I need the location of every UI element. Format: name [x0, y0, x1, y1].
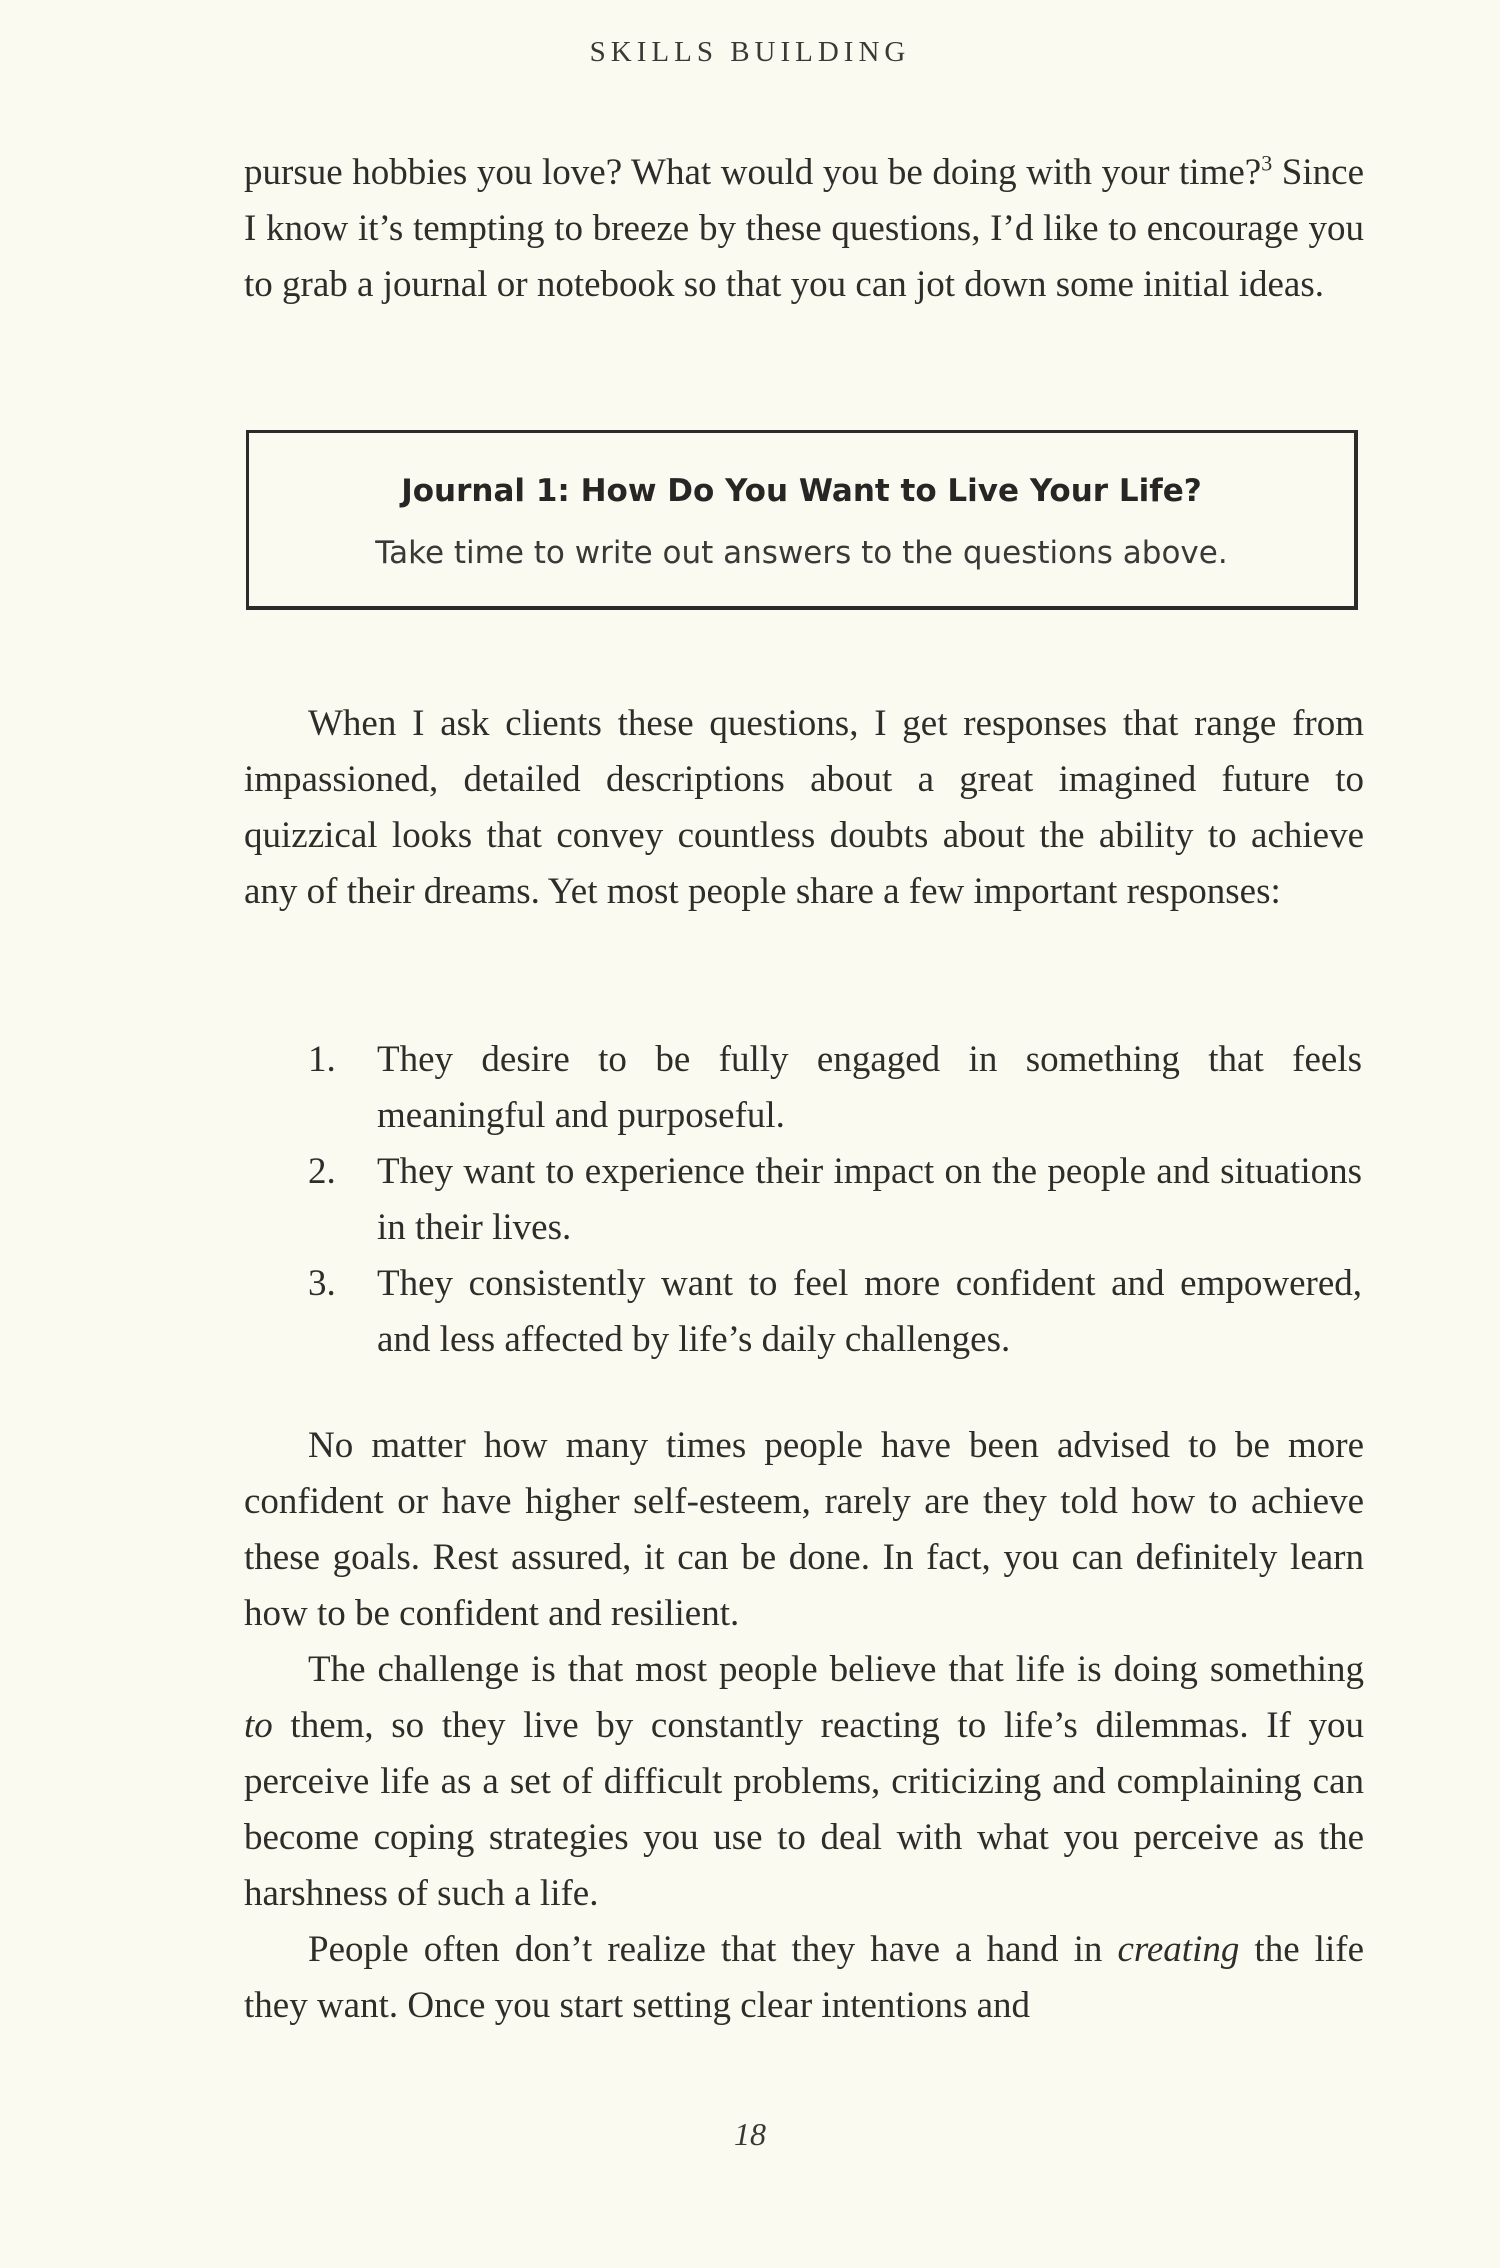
opening-text: pursue hobbies you love? What would you be doing with your time? — [244, 152, 1262, 193]
journal-box — [246, 430, 1358, 610]
creating-text-continued: the life they want. Once you start setting clear intentions and — [244, 1929, 1364, 2026]
challenge-text: The challenge is that most people believe that life is doing something — [308, 1649, 1364, 1690]
list-item — [244, 1256, 1362, 1368]
list-item-text: They desire to be fully engaged in something that feels meaningful and purposeful. — [377, 1039, 1362, 1136]
no-matter-paragraph: No matter how many times people have been advised to be more confident or have higher self-esteem, rarely are they told how to achieve these goals. Rest assured, it can be done. In fact, you can definitely learn how to be confident and resilient. — [244, 1425, 1364, 1634]
challenge-text-continued: them, so they live by constantly reacting to life’s dilemmas. If you perceive life as a set of difficult problems, criticizing and complaining can become coping strategies you use to deal with what you perceive as the harshness of such a life. — [244, 1705, 1364, 1914]
challenge-paragraph — [244, 1642, 1364, 1922]
clients-paragraph-text: When I ask clients these questions, I get responses that range from impassioned, detailed descriptions about a great imagined future to quizzical looks that convey countless doubts about the ability to achieve any of their dreams. Yet most people share a few important responses: — [244, 703, 1364, 912]
running-head: SKILLS BUILDING — [589, 36, 911, 68]
creating-text: People often don’t realize that they have a hand in — [308, 1929, 1118, 1970]
responses-list — [244, 1032, 1362, 1368]
list-item-number: 3. — [308, 1263, 336, 1304]
list-item — [244, 1144, 1362, 1256]
list-item-number: 1. — [308, 1039, 336, 1080]
journal-title: Journal 1: How Do You Want to Live Your Life? — [401, 473, 1202, 509]
footnote-marker[interactable]: 3 — [1261, 150, 1273, 176]
clients-paragraph — [244, 696, 1364, 920]
opening-paragraph — [244, 145, 1364, 313]
journal-instruction: Take time to write out answers to the questions above. — [375, 535, 1228, 571]
list-item-number: 2. — [308, 1151, 336, 1192]
body-paragraphs — [244, 1418, 1364, 2034]
opening-text-continued: Since I know it’s tempting to breeze by these questions, I’d like to encourage you to grab a journal or notebook so that you can jot down some initial ideas. — [244, 152, 1365, 305]
creating-paragraph — [244, 1922, 1364, 2034]
list-item — [244, 1032, 1362, 1144]
page-number: 18 — [734, 2116, 766, 2152]
list-item-text: They want to experience their impact on the people and situations in their lives. — [377, 1151, 1362, 1248]
emphasis-to: to — [244, 1705, 273, 1746]
emphasis-creating: creating — [1117, 1929, 1240, 1970]
list-item-text: They consistently want to feel more confident and empowered, and less affected by life’s daily challenges. — [377, 1263, 1362, 1360]
